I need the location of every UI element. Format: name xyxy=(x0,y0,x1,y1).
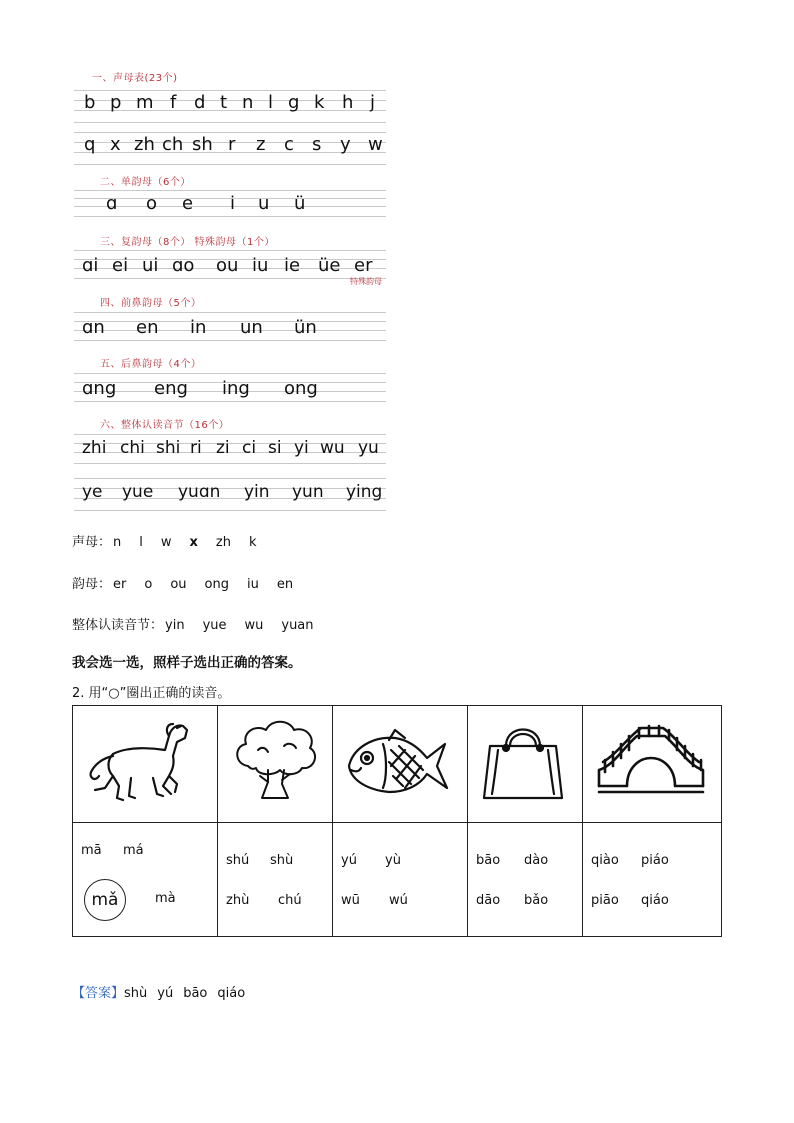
shengmu-label: 声母： xyxy=(72,535,112,550)
pinyin-letter: üe xyxy=(318,255,341,276)
pinyin-letter: yu xyxy=(358,438,379,458)
pinyin-letter: u xyxy=(258,193,270,214)
answer-line xyxy=(72,982,245,1001)
answer-item: shù xyxy=(124,986,148,1001)
bridge-icon xyxy=(583,706,719,818)
yunmu-label: 韵母： xyxy=(72,577,112,592)
answer-item: qiáo xyxy=(217,986,246,1001)
pinyin-option[interactable]: piáo xyxy=(641,853,669,868)
list-item: x xyxy=(189,535,198,550)
pinyin-letter: ün xyxy=(294,317,317,338)
list-item: wu xyxy=(244,618,264,633)
pinyin-letter: e xyxy=(182,193,194,214)
shengmu-line xyxy=(72,531,275,550)
pinyin-letter: h xyxy=(342,92,354,113)
list-item: l xyxy=(139,535,143,550)
pinyin-letter: q xyxy=(84,134,96,155)
pinyin-option[interactable]: shù xyxy=(270,853,294,868)
list-item: yue xyxy=(202,618,227,633)
pinyin-option[interactable]: wú xyxy=(389,893,408,908)
circled-answer[interactable]: mǎ xyxy=(84,879,126,921)
pinyin-option[interactable]: dào xyxy=(524,853,549,868)
pinyin-letter: ye xyxy=(82,482,103,502)
list-item: en xyxy=(276,577,294,592)
list-item: w xyxy=(160,535,172,550)
pinyin-letter: ɑn xyxy=(82,317,105,338)
pinyin-band xyxy=(74,130,386,166)
pinyin-letter: ying xyxy=(346,482,383,502)
yunmu-line xyxy=(72,573,311,592)
pinyin-option[interactable]: bāo xyxy=(476,853,501,868)
section-title-fuyunmu: 三、复韵母（8个） 特殊韵母（1个） xyxy=(100,237,275,248)
pinyin-letter: shi xyxy=(156,438,181,458)
picture-cell xyxy=(73,706,218,823)
special-final-note: 特殊韵母 xyxy=(350,277,382,286)
pinyin-letter: yue xyxy=(122,482,154,502)
pinyin-letter: p xyxy=(110,92,122,113)
pinyin-option[interactable]: yú xyxy=(341,853,357,868)
options-cell xyxy=(333,823,468,937)
options-cell xyxy=(583,823,722,937)
pinyin-option[interactable]: piāo xyxy=(591,893,619,908)
pinyin-option[interactable]: má xyxy=(123,843,144,858)
pinyin-option[interactable]: mā xyxy=(81,843,102,858)
list-item: zh xyxy=(215,535,231,550)
section-title-qianbi: 四、前鼻韵母（5个） xyxy=(100,298,202,309)
exercise-heading: 我会选一选，照样子选出正确的答案。 xyxy=(72,655,302,671)
pinyin-option[interactable]: dāo xyxy=(476,893,501,908)
pinyin-letter: y xyxy=(340,134,351,155)
pinyin-letter: er xyxy=(354,255,373,276)
fish-icon xyxy=(333,706,463,818)
pinyin-letter: zhi xyxy=(82,438,107,458)
pinyin-letter: yuɑn xyxy=(178,482,221,502)
pinyin-letter: g xyxy=(288,92,300,113)
pinyin-letter: t xyxy=(220,92,228,113)
picture-cell xyxy=(218,706,333,823)
bag-icon xyxy=(468,706,580,818)
horse-icon xyxy=(73,706,213,818)
list-item: n xyxy=(113,535,122,550)
list-item: k xyxy=(249,535,257,550)
pinyin-letter: yin xyxy=(244,482,270,502)
pinyin-letter: wu xyxy=(320,438,345,458)
pinyin-option[interactable]: chú xyxy=(278,893,302,908)
pinyin-letter: ou xyxy=(216,255,239,276)
pinyin-letter: r xyxy=(228,134,236,155)
picture-cell xyxy=(333,706,468,823)
list-item: yuan xyxy=(281,618,314,633)
pinyin-letter: eng xyxy=(154,378,188,399)
section-title-danyunmu: 二、单韵母（6个） xyxy=(100,177,191,188)
pinyin-letter: o xyxy=(146,193,158,214)
pinyin-letter: m xyxy=(136,92,154,113)
pinyin-letter: ɑo xyxy=(172,255,195,276)
pinyin-letter: l xyxy=(268,92,274,113)
pinyin-band xyxy=(74,476,386,512)
pinyin-band xyxy=(74,432,386,466)
pinyin-letter: k xyxy=(314,92,325,113)
pinyin-letter: s xyxy=(312,134,322,155)
pinyin-letter: w xyxy=(368,134,383,155)
pinyin-letter: f xyxy=(170,92,177,113)
options-cell xyxy=(73,823,218,937)
pinyin-letter: i xyxy=(230,193,236,214)
pinyin-letter: d xyxy=(194,92,206,113)
picture-cell xyxy=(468,706,583,823)
pinyin-chart xyxy=(74,66,386,514)
answer-item: yú xyxy=(157,986,174,1001)
pinyin-letter: ɑng xyxy=(82,378,117,399)
pinyin-letter: en xyxy=(136,317,159,338)
list-item: yin xyxy=(165,618,185,633)
pinyin-band xyxy=(74,250,386,282)
pinyin-letter: ri xyxy=(190,438,202,458)
pinyin-letter: ch xyxy=(162,134,184,155)
pinyin-letter: n xyxy=(242,92,254,113)
zhengti-label: 整体认读音节： xyxy=(72,618,164,633)
pinyin-letter: ui xyxy=(142,255,159,276)
question-text: 2. 用“○”圈出正确的读音。 xyxy=(72,686,231,701)
section-title-shengmu: 一、声母表(23个) xyxy=(92,73,178,84)
pinyin-letter: x xyxy=(110,134,121,155)
pinyin-letter: zh xyxy=(134,134,155,155)
answer-item: bāo xyxy=(183,986,208,1001)
options-cell xyxy=(218,823,333,937)
pinyin-option[interactable]: qiào xyxy=(591,853,619,868)
pinyin-option[interactable]: yù xyxy=(385,853,401,868)
zhengti-line xyxy=(72,614,332,633)
pinyin-letter: sh xyxy=(192,134,213,155)
pinyin-option[interactable]: zhù xyxy=(226,893,250,908)
picture-cell xyxy=(583,706,722,823)
pinyin-band xyxy=(74,373,386,405)
list-item: er xyxy=(113,577,127,592)
pinyin-letter: ɑi xyxy=(82,255,99,276)
pinyin-band xyxy=(74,190,386,220)
pinyin-letter: in xyxy=(190,317,207,338)
pinyin-letter: ü xyxy=(294,193,306,214)
section-title-houbi: 五、后鼻韵母（4个） xyxy=(100,359,202,370)
list-item: ou xyxy=(170,577,187,592)
pinyin-option[interactable]: wū xyxy=(341,893,360,908)
pinyin-letter: b xyxy=(84,92,96,113)
pinyin-letter: ɑ xyxy=(106,193,118,214)
pinyin-option[interactable]: qiáo xyxy=(641,893,669,908)
pinyin-option[interactable]: shú xyxy=(226,853,250,868)
pinyin-letter: yun xyxy=(292,482,324,502)
pinyin-letter: ing xyxy=(222,378,250,399)
list-item: iu xyxy=(246,577,259,592)
pinyin-letter: iu xyxy=(252,255,269,276)
pinyin-option[interactable]: bǎo xyxy=(524,893,549,908)
pinyin-letter: j xyxy=(370,92,376,113)
pinyin-option[interactable]: mà xyxy=(155,891,176,906)
pinyin-letter: ong xyxy=(284,378,318,399)
options-cell xyxy=(468,823,583,937)
pinyin-letter: z xyxy=(256,134,266,155)
tree-icon xyxy=(218,706,330,818)
list-item: ong xyxy=(204,577,229,592)
pinyin-letter: si xyxy=(268,438,282,458)
pinyin-letter: yi xyxy=(294,438,309,458)
pinyin-letter: ie xyxy=(284,255,301,276)
pinyin-letter: ci xyxy=(242,438,257,458)
pinyin-letter: ei xyxy=(112,255,129,276)
exercise-table xyxy=(72,705,722,937)
pinyin-letter: un xyxy=(240,317,263,338)
pinyin-letter: c xyxy=(284,134,294,155)
list-item: o xyxy=(144,577,153,592)
section-title-zhengti: 六、整体认读音节（16个） xyxy=(100,420,230,431)
pinyin-band xyxy=(74,88,386,124)
answer-label: 【答案】 xyxy=(72,986,125,1001)
pinyin-letter: zi xyxy=(216,438,230,458)
pinyin-letter: chi xyxy=(120,438,145,458)
pinyin-band xyxy=(74,312,386,344)
